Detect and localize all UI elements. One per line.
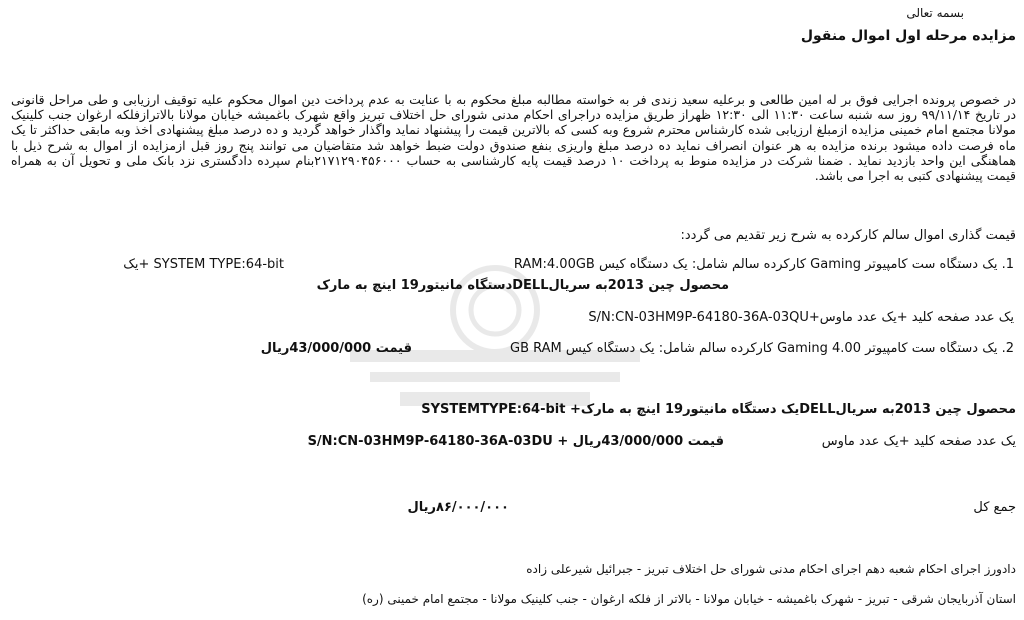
total-label: جمع کل <box>973 500 1016 515</box>
item2-line1: 2. یک دستگاه ست کامپیوتر Gaming 4.00 کارکرده سالم شامل: یک دستگاه کیس GB RAM <box>510 341 1014 356</box>
watermark-logo <box>330 250 660 420</box>
total-value: ۸۶/۰۰۰/۰۰۰ریال <box>407 500 509 515</box>
besmellah-text: بسمه تعالی <box>906 6 964 20</box>
item2-line2: محصول چین 2013به سریالDELLیک دستگاه مانیتور19 اینچ به مارک+ SYSTEMTYPE:64-bit <box>421 402 1016 417</box>
item1-line2: محصول چین 2013به سریالDELLدستگاه مانیتور19 اینچ به مارک <box>316 278 729 293</box>
signature-line: دادورز اجرای احکام شعبه دهم اجرای احکام مدنی شورای حل اختلاف تبریز - جبرائیل شیرعلی زاده <box>526 562 1016 576</box>
address-line: استان آذربایجان شرقی - تبریز - شهرک باغمیشه - خیابان مولانا - بالاتر از فلکه ارغوان - جنب کلینیک مولانا - مجتمع امام خمینی (ره) <box>362 592 1016 606</box>
item1-line3: یک عدد صفحه کلید +یک عدد ماوس+S/N:CN-03HM9P-64180-36A-03QU <box>588 310 1014 325</box>
body-paragraph: در خصوص پرونده اجرایی فوق بر له امین طالعی و برعلیه سعید زندی فر به خواسته مطالبه مبلغ محکوم به با عنایت به عدم پرداخت دین اموال محکوم علیه توقیف ارزیابی و طی مراحل قانونی در تاریخ ۹۹/۱۱/۱۴ روز سه شنبه ساعت ۱۱:۳۰ الی ۱۲:۳۰ ظهراز طریق مزایده دراجرای احکام مدنی شورای حل اختلاف تبریز واقع شهرک باغمیشه خیابان مولانا بالاترازفلکه ارغوان جنب کلینیک مولانا مجتمع امام خمینی مزایده ازمبلغ ارزیابی شده کارشناس محترم شروع وبه کسی که بالاترین قیمت را پیشنهاد نماید واگذار خواهد گردید و ده درصد مبلغ پیشنهادی اخذ وبه مابقی حداکثر تا یک ماه فرصت داده میشود برنده مزایده به هر عنوان انصراف نماید ده درصد مبلغ واریزی بنفع صندوق دولت ضبط خواهد شد متقاضیان می توانند پنج روز قبل ازمزایده از اموال به شرح ذیل با هماهنگی این واحد بازدید نماید . ضمنا شرکت در مزایده منوط به پرداخت ۱۰ درصد قیمت پایه کارشناسی به حساب ۲۱۷۱۲۹۰۴۵۶۰۰۰بنام سپرده دادگستری نزد بانک ملی و تحویل آن به همراه قیمت پیشنهادی کتبی به اجرا می باشد. <box>11 92 1017 184</box>
item1-line1: 1. یک دستگاه ست کامپیوتر Gaming کارکرده سالم شامل: یک دستگاه کیس RAM:4.00GB <box>513 257 1014 272</box>
item2-line3-b: قیمت 43/000/000ریال + S/N:CN-03HM9P-64180-36A-03DU <box>307 434 724 449</box>
item1-system-type: SYSTEM TYPE:64-bit +یک <box>123 257 284 272</box>
item1-price: قیمت 43/000/000ریال <box>260 341 412 356</box>
item2-line3-a: یک عدد صفحه کلید +یک عدد ماوس <box>821 434 1016 449</box>
pricing-intro: قیمت گذاری اموال سالم کارکرده به شرح زیر تقدیم می گردد: <box>680 228 1016 243</box>
page-title: مزایده مرحله اول اموال منقول <box>800 28 1016 44</box>
